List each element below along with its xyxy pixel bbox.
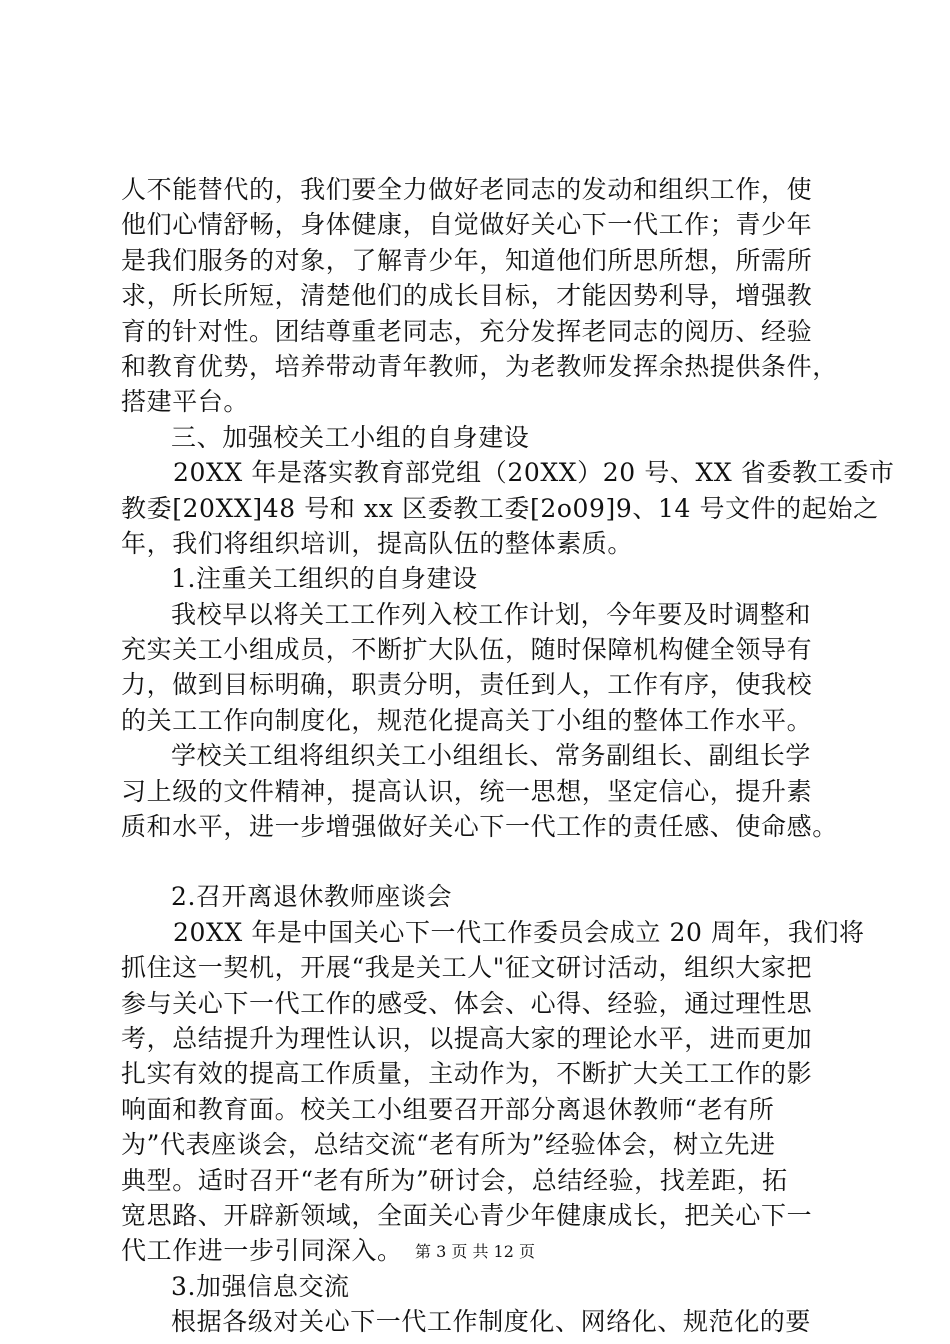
- section-heading: 三、加强校关工小组的自身建设: [171, 422, 530, 452]
- text-line: 充实关工小组成员，不断扩大队伍，随时保障机构健全领导有: [121, 635, 813, 665]
- text-line: 教委[20XX]48 号和 xx 区委教工委[2o09]9、14 号文件的起始之: [121, 493, 879, 523]
- text-line: 考，总结提升为理性认识，以提高大家的理论水平，进而更加: [121, 1023, 813, 1053]
- text-line: 为”代表座谈会，总结交流“老有所为”经验体会，树立先进: [121, 1130, 776, 1160]
- text-line: 力，做到目标明确，职责分明，责任到人，工作有序，使我校: [121, 670, 813, 700]
- text-line: 20XX 年是落实教育部党组（20XX）20 号、XX 省委教工委市: [173, 458, 895, 488]
- subsection-heading: 2.召开离退休教师座谈会: [171, 882, 453, 912]
- text-line: 扎实有效的提高工作质量，主动作为，不断扩大关工工作的影: [121, 1059, 813, 1089]
- text-line: 他们心情舒畅，身体健康，自觉做好关心下一代工作；青少年: [121, 210, 813, 240]
- text-line: 搭建平台。: [121, 387, 250, 417]
- text-line: 和教育优势，培养带动青年教师，为老教师发挥余热提供条件，: [121, 351, 838, 381]
- text-line: 代工作进一步引同深入。: [121, 1236, 403, 1266]
- text-line: 的关工工作向制度化，规范化提高关丁小组的整体工作水平。: [121, 705, 813, 735]
- text-line: 20XX 年是中国关心下一代工作委员会成立 20 周年，我们将: [173, 917, 865, 947]
- blank-line: [121, 844, 833, 879]
- text-line: 质和水平，进一步增强做好关心下一代工作的责任感、使命感。: [121, 812, 838, 842]
- text-line: 学校关工组将组织关工小组组长、常务副组长、副组长学: [171, 741, 812, 771]
- text-line: 抓住这一契机，开展“我是关工人"征文研讨活动，组织大家把: [121, 953, 813, 983]
- text-line: 人不能替代的，我们要全力做好老同志的发动和组织工作，使: [121, 175, 813, 204]
- page-number-footer: 第 3 页 共 12 页: [415, 1242, 535, 1261]
- subsection-heading: 1.注重关工组织的自身建设: [171, 564, 478, 594]
- document-body: [121, 172, 895, 1340]
- text-line: 习上级的文件精神，提高认识，统一思想，坚定信心，提升素: [121, 776, 813, 806]
- text-line: 是我们服务的对象，了解青少年，知道他们所思所想，所需所: [121, 245, 813, 275]
- text-line: 典型。适时召开“老有所为”研讨会，总结经验，找差距，拓: [121, 1165, 788, 1195]
- text-line: 育的针对性。团结尊重老同志，充分发挥老同志的阅历、经验: [121, 316, 813, 346]
- text-line: 我校早以将关工工作列入校工作计划，今年要及时调整和: [171, 599, 812, 629]
- text-line: 宽思路、开辟新领域，全面关心青少年健康成长，把关心下一: [121, 1200, 813, 1230]
- text-line: 求，所长所短，清楚他们的成长目标，才能因势利导，增强教: [121, 281, 813, 311]
- text-line: 响面和教育面。校关工小组要召开部分离退休教师“老有所: [121, 1094, 775, 1124]
- text-line: 参与关心下一代工作的感受、体会、心得、经验，通过理性思: [121, 988, 813, 1018]
- text-line: 年，我们将组织培训，提高队伍的整体素质。: [121, 528, 634, 558]
- subsection-heading: 3.加强信息交流: [171, 1271, 350, 1301]
- text-line: 根据各级对关心下一代工作制度化、网络化、规范化的要: [171, 1307, 812, 1337]
